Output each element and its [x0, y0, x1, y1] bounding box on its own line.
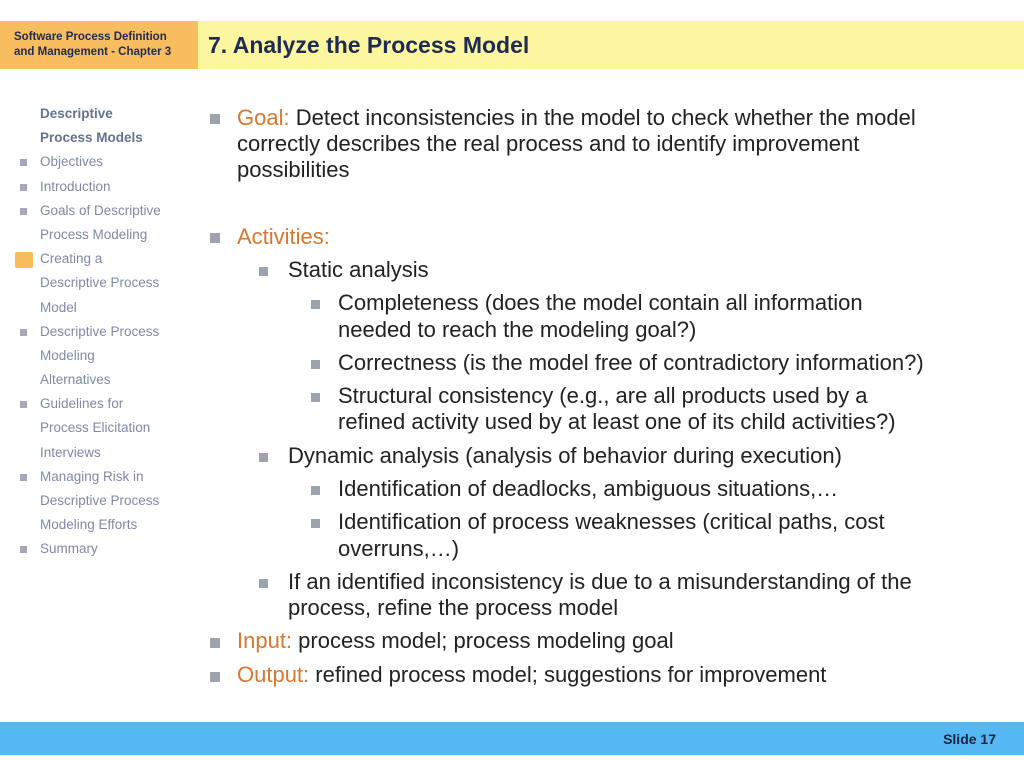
sidebar-item-managing-risk[interactable]	[0, 465, 200, 538]
sidebar-item-creating-model[interactable]	[0, 247, 200, 320]
sidebar-item-label: Modeling	[40, 347, 95, 363]
sidebar-item-introduction[interactable]	[0, 175, 200, 199]
course-title-line1: Software Process Definition	[14, 31, 167, 43]
sidebar-outline	[0, 102, 200, 562]
sidebar-item-label: Introduction	[40, 178, 111, 194]
square-bullet-icon	[210, 114, 220, 124]
square-bullet-icon	[20, 546, 27, 553]
square-bullet-icon	[311, 486, 320, 495]
output-line	[237, 662, 826, 688]
slide-number: Slide 17	[943, 730, 996, 747]
output-label: Output:	[237, 662, 310, 687]
sidebar-item-label: Goals of Descriptive	[40, 202, 161, 218]
square-bullet-icon	[311, 300, 320, 309]
square-bullet-icon	[210, 638, 220, 648]
sidebar-item-label: Alternatives	[40, 372, 111, 388]
sidebar-item-goals[interactable]	[0, 199, 200, 247]
structural-consistency-text: Structural consistency (e.g., are all products used by a	[338, 383, 868, 408]
slide-title: 7. Analyze the Process Model	[208, 31, 530, 58]
goal-line	[237, 105, 916, 131]
square-bullet-icon	[20, 401, 27, 408]
sidebar-item-alternatives[interactable]	[0, 320, 200, 393]
sidebar-heading-line: Process Models	[40, 130, 143, 146]
input-text: process model; process modeling goal	[298, 628, 674, 653]
weaknesses-text: Identification of process weaknesses (critical paths, cost	[338, 509, 885, 534]
square-bullet-icon	[259, 579, 268, 588]
square-bullet-icon	[210, 672, 220, 682]
square-bullet-icon	[311, 393, 320, 402]
goal-label: Goal:	[237, 105, 290, 130]
square-bullet-icon	[20, 474, 27, 481]
square-bullet-icon	[20, 208, 27, 215]
input-label: Input:	[237, 628, 293, 653]
goal-text: possibilities	[237, 157, 350, 182]
sidebar-item-label: Interviews	[40, 444, 101, 460]
sidebar-item-label: Objectives	[40, 154, 104, 170]
square-bullet-icon	[20, 159, 27, 166]
sidebar-item-label: Summary	[40, 541, 98, 557]
sidebar-item-label: Descriptive Process	[40, 493, 160, 508]
sidebar-item-objectives[interactable]	[0, 150, 200, 174]
correctness-text: Correctness (is the model free of contradictory information?)	[338, 350, 924, 375]
inconsistency-text: process, refine the process model	[288, 595, 619, 620]
activities-label: Activities:	[237, 224, 330, 249]
output-text: refined process model; suggestions for improvement	[315, 662, 827, 687]
completeness-text: needed to reach the modeling goal?)	[338, 317, 697, 342]
active-item-marker-icon	[15, 252, 33, 268]
slide-title-bar	[198, 21, 1024, 69]
course-title-line2: and Management - Chapter 3	[14, 46, 172, 58]
square-bullet-icon	[20, 184, 27, 191]
completeness-text: Completeness (does the model contain all information	[338, 290, 863, 315]
sidebar-item-summary[interactable]	[0, 537, 200, 561]
sidebar-item-label: Descriptive Process	[40, 323, 160, 339]
sidebar-item-label: Guidelines for	[40, 396, 124, 412]
dynamic-analysis: Dynamic analysis (analysis of behavior during execution)	[288, 443, 842, 468]
sidebar-item-label: Descriptive Process	[40, 275, 160, 291]
square-bullet-icon	[311, 360, 320, 369]
goal-text: correctly describes the real process and to identify improvement	[237, 131, 860, 156]
sidebar-item-label: Modeling Efforts	[40, 517, 138, 533]
weaknesses-text: overruns,…)	[338, 536, 460, 561]
input-line	[237, 628, 674, 654]
sidebar-item-label: Process Modeling	[40, 226, 148, 242]
static-analysis: Static analysis	[288, 257, 429, 282]
sidebar-item-guidelines[interactable]	[0, 392, 200, 465]
deadlocks-text: Identification of deadlocks, ambiguous situations,…	[338, 476, 839, 501]
sidebar-item-label: Process Elicitation	[40, 420, 151, 436]
goal-text: Detect inconsistencies in the model to check whether the model	[295, 105, 916, 130]
square-bullet-icon	[311, 519, 320, 528]
square-bullet-icon	[210, 233, 220, 243]
square-bullet-icon	[259, 453, 268, 462]
sidebar-heading[interactable]	[0, 102, 200, 150]
footer-bar	[0, 722, 1024, 755]
sidebar-item-label: Creating a	[40, 251, 103, 267]
sidebar-item-label: Managing Risk in	[40, 468, 144, 484]
square-bullet-icon	[20, 329, 27, 336]
square-bullet-icon	[259, 267, 268, 276]
structural-consistency-text: refined activity used by at least one of its child activities?)	[338, 409, 896, 434]
inconsistency-text: If an identified inconsistency is due to a misunderstanding of the	[288, 569, 912, 594]
sidebar-heading-line: Descriptive	[40, 106, 113, 121]
sidebar-item-label: Model	[40, 299, 77, 315]
course-title-box	[0, 21, 198, 69]
